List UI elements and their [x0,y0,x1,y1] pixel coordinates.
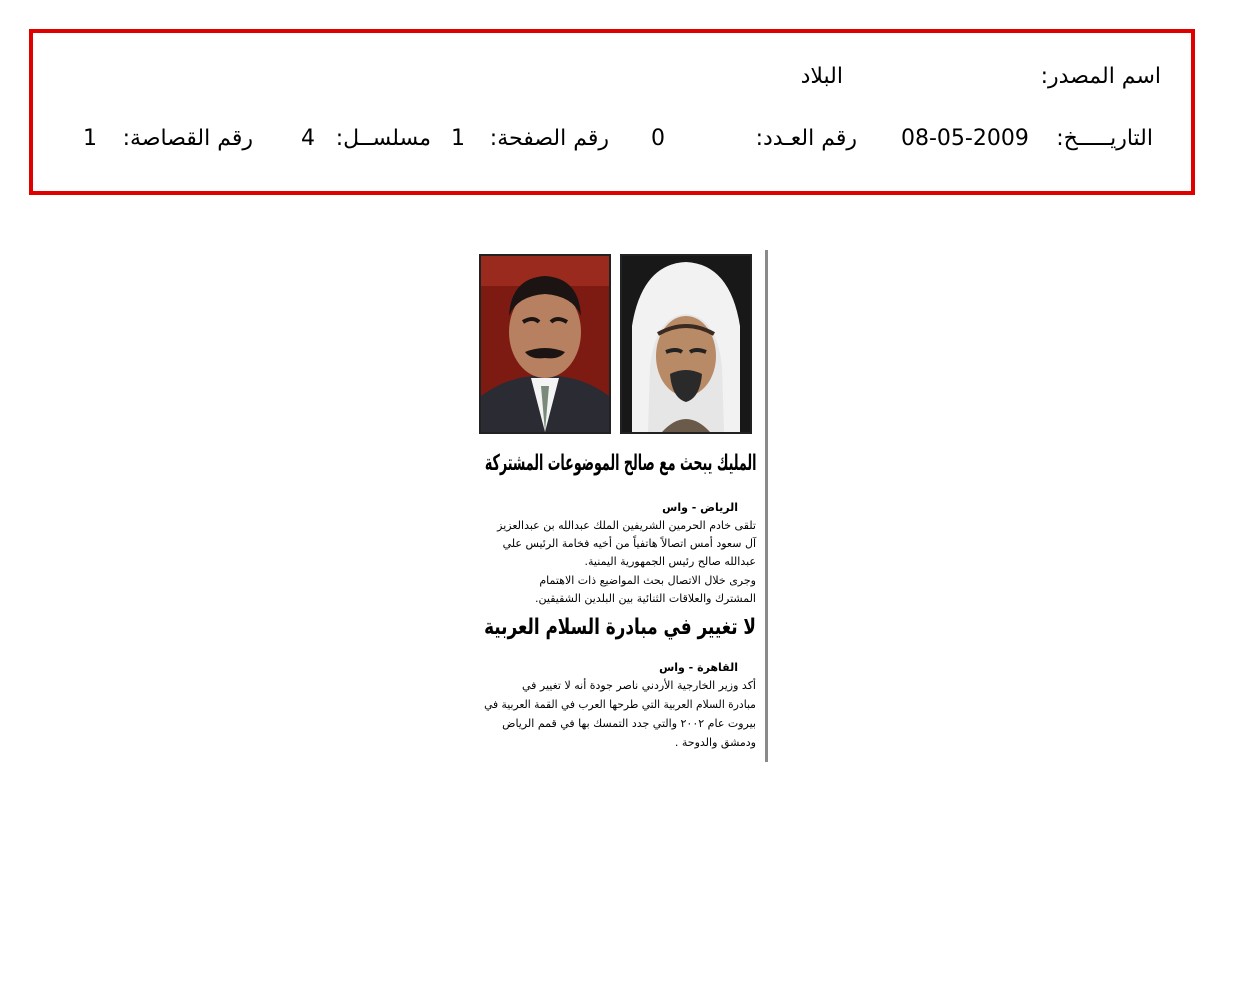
body1-line: عبدالله صالح رئيس الجمهورية اليمنية. [584,555,756,568]
date-value: 08-05-2009 [901,126,1029,151]
clip-number-value: 1 [83,126,97,151]
portrait-king-image [622,256,750,432]
body1-line: آل سعود أمس اتصالاً هاتفياً من أخيه فخامة الرئيس علي [502,537,756,550]
page-value: 1 [451,126,465,151]
column-rule [765,250,768,762]
body2-line: بيروت عام ٢٠٠٢ والتي جدد التمسك بها في قمم الرياض [502,717,756,730]
body1-line: تلقى خادم الحرمين الشريفين الملك عبدالله بن عبدالعزيز [497,519,756,532]
dateline-1: الرياض - واس [662,501,738,514]
portrait-president-image [481,256,609,432]
newspaper-clipping [474,250,768,764]
serial-label: مسلســل: [335,126,431,151]
dateline-2: القاهرة - واس [659,661,738,674]
serial-value: 4 [301,126,315,151]
headline-2: لا تغيير في مبادرة السلام العربية [484,615,756,640]
body2-line: أكد وزير الخارجية الأردني ناصر جودة أنه لا تغيير في [521,679,756,692]
portrait-photo-king [620,254,752,434]
body2-line: مبادرة السلام العربية التي طرحها العرب في القمة العربية في [484,698,756,711]
body1-line: وجرى خلال الاتصال بحث المواضيع ذات الاهتمام [539,574,756,587]
page-label: رقم الصفحة: [489,126,609,151]
body2-line: ودمشق والدوحة . [674,736,756,749]
issue-value: 0 [651,126,665,151]
issue-label: رقم العـدد: [755,126,857,151]
body1-line: المشترك والعلاقات الثنائية بين البلدين الشقيقين. [535,592,756,605]
date-label: التاريـــــخ: [1056,126,1153,151]
source-label: اسم المصدر: [1040,64,1161,89]
source-value: البلاد [800,64,843,89]
clipping-header-box [29,29,1195,195]
headline-1: المليك يبحث مع صالح الموضوعات المشتركة [484,451,756,476]
portrait-photo-president [479,254,611,434]
clip-number-label: رقم القصاصة: [122,126,253,151]
